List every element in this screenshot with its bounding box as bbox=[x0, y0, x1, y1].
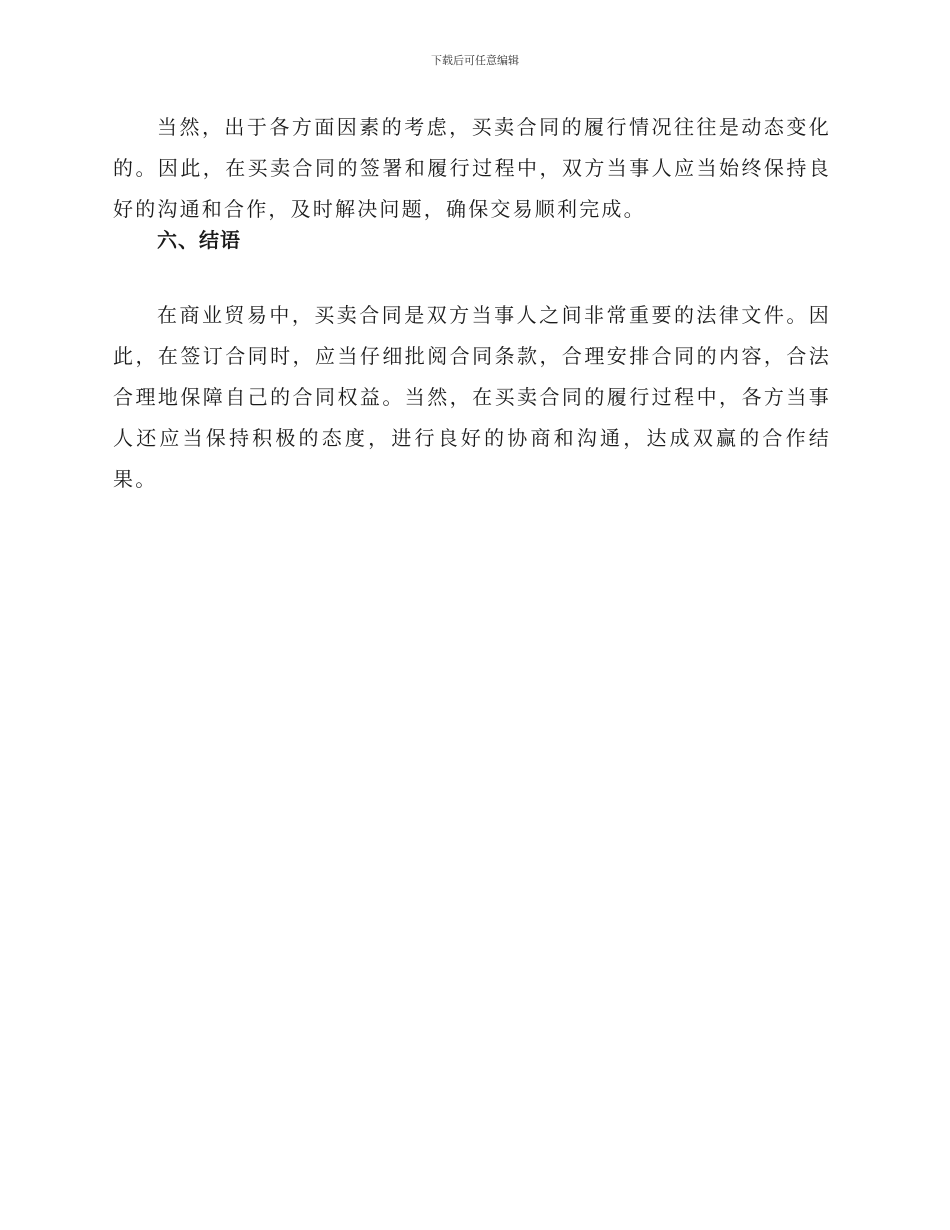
section-heading: 六、结语 bbox=[157, 228, 241, 252]
body-paragraph: 当然，出于各方面因素的考虑，买卖合同的履行情况往往是动态变化的。因此，在买卖合同的签署和履行过程中，双方当事人应当始终保持良好的沟通和合作，及时解决问题，确保交易顺利完成。 bbox=[113, 115, 831, 221]
page-header-note: 下载后可任意编辑 bbox=[431, 54, 519, 67]
body-paragraph: 在商业贸易中，买卖合同是双方当事人之间非常重要的法律文件。因此，在签订合同时，应当仔细批阅合同条款，合理安排合同的内容，合法合理地保障自己的合同权益。当然，在买卖合同的履行过程中，各方当事人还应当保持积极的态度，进行良好的协商和沟通，达成双赢的合作结果。 bbox=[113, 303, 831, 491]
